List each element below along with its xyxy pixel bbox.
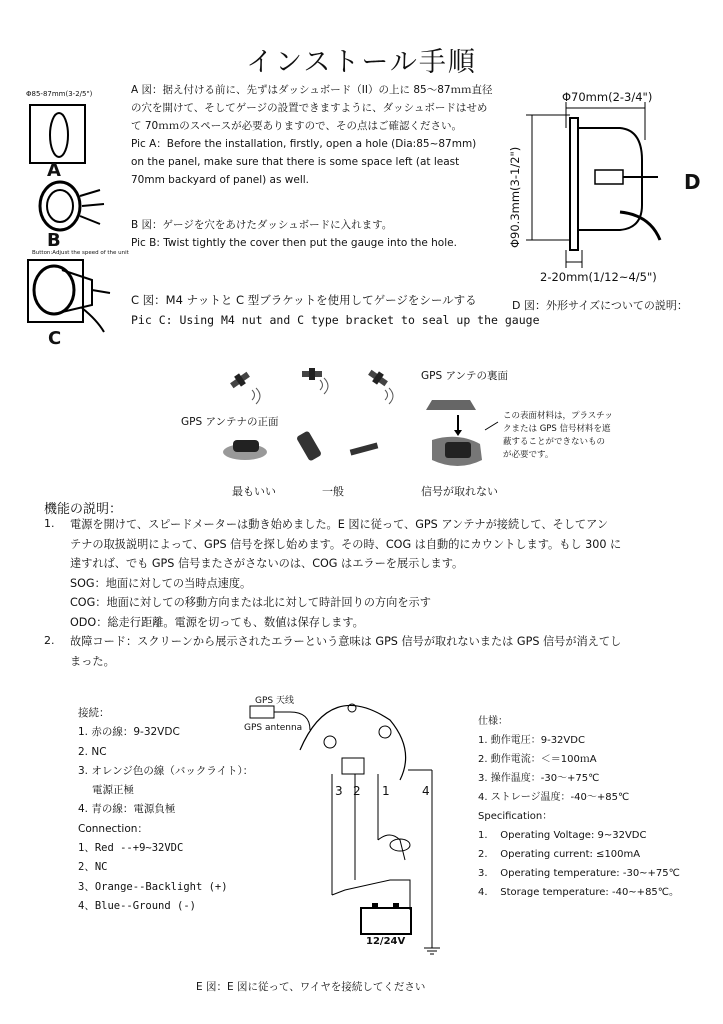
material-note-line-2: クまたは GPS 信号材料を遮	[503, 424, 611, 434]
c-jp-line: C 図：M4 ナットと C 型ブラケットを使用してゲージをシールする	[131, 293, 477, 307]
wire-1: 1. 赤の線：9-32VDC	[78, 726, 180, 739]
connection-1: 1、Red --+9~32VDC	[78, 842, 184, 855]
spec-en-number: 4.	[478, 887, 488, 898]
label-a: A	[47, 160, 61, 181]
wire-4: 4. 青の線：電源負極	[78, 803, 176, 816]
function-p1-line-1: 電源を開けて、スピードメーターは動き始めました。E 図に従って、GPS アンテナが接続して、そしてアン	[70, 518, 609, 531]
antenna-front-label: GPS アンテナの正面	[181, 416, 279, 428]
label-c: C	[48, 328, 62, 349]
spec-3: 3. 操作温度：-30～+75℃	[478, 773, 600, 784]
a-jp-line-1: A 図：据え付ける前に、先ずはダッシュボード（II）の上に 85～87ｍｍ直径	[131, 84, 493, 96]
function-p1-line-2: テナの取扱説明によって、GPS 信号を探し始めます。その時、COG は自動的にカウントします。もし 300 に	[70, 537, 622, 551]
connection-3: 3、Orange--Backlight (+)	[78, 880, 228, 893]
connection-heading: Connection：	[78, 822, 148, 835]
spec-heading: 仕様：	[478, 716, 508, 727]
b-en-line: Pic B: Twist tightly the cover then put the gauge into the hole.	[131, 237, 457, 249]
satellite-icon	[228, 369, 251, 390]
label-b: B	[47, 230, 61, 251]
width-dimension: Φ70mm(2-3/4")	[562, 90, 653, 104]
a-en-line-3: 70mm backyard of panel) as well.	[131, 174, 310, 186]
odo-definition: ODO：総走行距離。電源を切っても、数値は保存します。	[70, 615, 364, 629]
gps-antenna-cn-label: GPS 天线	[255, 696, 294, 706]
spec-en-1: Operating Voltage: 9~32VDC	[500, 830, 647, 841]
item-number-1: 1.	[44, 517, 55, 530]
pin-label: 3	[335, 784, 343, 798]
function-p1-line-3: 達すれば、でも GPS 信号またさがさないのは、COG はエラーを展示します。	[70, 557, 464, 570]
a-en-line-2: on the panel, make sure that there is some space left (at least	[131, 156, 460, 168]
wiring-diagram	[240, 690, 460, 960]
spec-en-number: 2.	[478, 849, 488, 860]
connection-4: 4、Blue--Ground (-)	[78, 899, 196, 912]
wiring-heading: 接続：	[78, 707, 110, 719]
sog-definition: SOG：地面に対しての当時点速度。	[70, 576, 252, 590]
spec-en-2: Operating current: ≤100mA	[500, 849, 641, 860]
connection-2: 2、NC	[78, 861, 108, 874]
material-note-line-3: 蔽することができないもの	[503, 437, 606, 447]
height-dimension: Φ90.3mm(3-1/2")	[508, 146, 522, 248]
a-en-line-1: Pic A：Before the installation, firstly, open a hole (Dia:85~87mm)	[131, 138, 477, 150]
spec-en-number: 1.	[478, 830, 488, 841]
spec-en-4: Storage temperature: -40~+85℃。	[500, 887, 680, 898]
spec-en-3: Operating temperature: -30~+75℃	[500, 868, 680, 879]
satellite-icon	[366, 367, 389, 388]
spec-en-heading: Specification：	[478, 811, 553, 822]
button-note: Button:Adjust the speed of the unit	[32, 250, 129, 256]
normal-label: 一般	[322, 485, 344, 498]
satellite-icon	[302, 368, 322, 380]
function-heading: 機能の説明：	[44, 502, 123, 517]
antenna-normal	[296, 430, 322, 461]
gps-antenna-en-label: GPS antenna	[244, 723, 303, 733]
a-jp-line-3: て 70ｍｍのスペースが必要ありますので、その点はご確認ください。	[131, 120, 462, 132]
pin-label: 1	[382, 784, 390, 798]
gauge-c	[34, 266, 74, 314]
page-title: インストール手順	[246, 47, 477, 78]
no-signal-label: 信号が取れない	[421, 485, 498, 498]
battery-voltage: 12/24V	[366, 936, 406, 947]
dimension-diagram	[510, 100, 680, 280]
spec-4: 4. ストレージ温度：-40～+85℃	[478, 792, 630, 803]
antenna-poor	[350, 442, 379, 455]
d-caption: D 図：外形サイズについての説明：	[512, 299, 688, 312]
item-number-2: 2.	[44, 634, 55, 647]
pin-label: 4	[422, 784, 430, 798]
spec-en-number: 3.	[478, 868, 488, 879]
spec-2: 2. 動作電流：＜＝100ｍA	[478, 754, 597, 765]
cog-definition: COG：地面に対しての移動方向または北に対して時計回りの方向を示す	[70, 596, 431, 609]
b-jp-line: B 図：ゲージを穴をあけたダッシュボードに入れます。	[131, 219, 393, 231]
pin-label: 2	[353, 784, 361, 798]
figure-e-caption: E 図：E 図に従って、ワイヤを接続してください	[196, 981, 426, 993]
a-jp-line-2: の穴を開けて、そしてゲージの設置できますように、ダッシュボードはせめ	[131, 102, 488, 114]
antenna-back-label: GPS アンテの裏面	[421, 370, 509, 382]
spec-1: 1. 動作電圧：9-32VDC	[478, 735, 585, 746]
wire-3: 3. オレンジ色の線（バックライト）：	[78, 764, 254, 777]
depth-dimension: 2-20mm(1/12~4/5")	[540, 270, 657, 284]
material-note-line-4: が必要です。	[503, 450, 554, 460]
wire-3-detail: 電源正極	[92, 784, 134, 797]
function-p2-line-2: まった。	[70, 654, 115, 668]
diagram-a	[22, 100, 122, 320]
function-p2-line-1: 故障コード：スクリーンから展示されたエラーという意味は GPS 信号が取れないまたは GPS 信号が消えてし	[70, 635, 622, 648]
wire-2: 2. NC	[78, 745, 107, 758]
material-note-line-1: この表面材料は，プラスチッ	[503, 411, 613, 421]
hole-a	[50, 113, 68, 157]
best-label: 最もいい	[232, 485, 276, 498]
label-d: D	[684, 170, 701, 194]
c-en-line: Pic C: Using M4 nut and C type bracket to seal up the gauge	[131, 313, 540, 327]
hole-size-label: Φ85-87mm(3-2/5")	[26, 90, 93, 98]
